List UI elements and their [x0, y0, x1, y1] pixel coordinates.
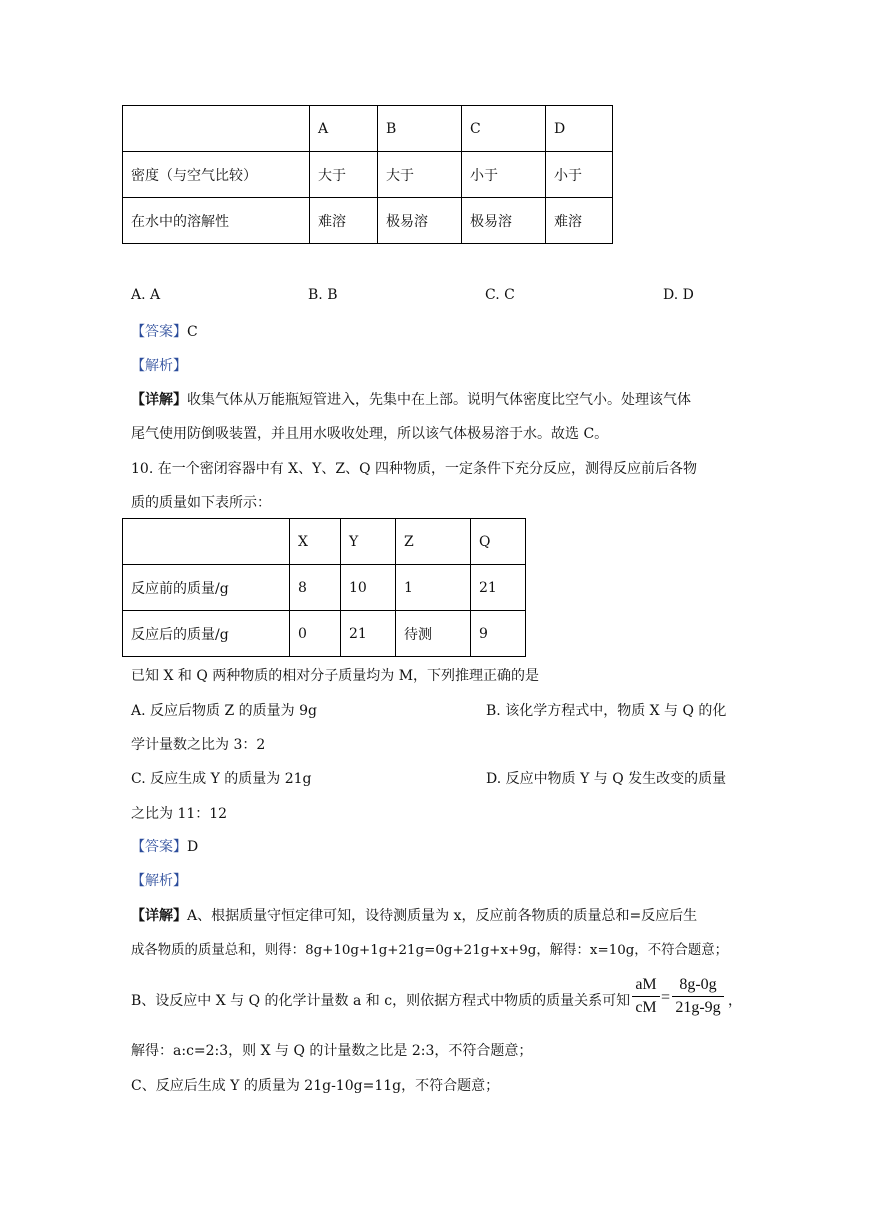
fraction-numerator: 8g-0g: [679, 976, 717, 993]
fraction-am-cm: [632, 976, 660, 1017]
analysis-tag: 【解析】: [131, 873, 187, 889]
table-header-cell: B: [378, 106, 462, 152]
table-header-cell: Z: [396, 519, 471, 565]
detail-line: [131, 389, 691, 409]
answer-line: [131, 836, 198, 856]
comma: ，: [728, 993, 742, 1009]
answer-line: [131, 321, 198, 341]
detail-text: 解得：a:c=2:3，则 X 与 Q 的计量数之比是 2:3，不符合题意；: [131, 1043, 533, 1059]
detail-text: C、反应后生成 Y 的质量为 21g-10g=11g，不符合题意；: [131, 1078, 500, 1094]
table-header-cell: [123, 519, 290, 565]
table-cell: 0: [290, 611, 341, 657]
option-b-continued: 学计量数之比为 3：2: [131, 737, 266, 753]
table-cell: 大于: [378, 152, 462, 198]
detail-tag: 【详解】: [131, 392, 187, 408]
table-header-cell: C: [462, 106, 546, 152]
given-condition: 已知 X 和 Q 两种物质的相对分子质量均为 M，下列推理正确的是: [131, 668, 540, 684]
table-row: [123, 198, 613, 244]
table-cell: 大于: [310, 152, 378, 198]
table-cell: 1: [396, 565, 471, 611]
table-row: [123, 565, 526, 611]
table-header-cell: Y: [341, 519, 396, 565]
table-header-cell: A: [310, 106, 378, 152]
answer-tag: 【答案】: [131, 839, 187, 855]
table-cell: 21: [341, 611, 396, 657]
option-a: A. A: [131, 287, 161, 303]
answer-value: C: [187, 324, 198, 340]
option-d: D. 反应中物质 Y 与 Q 发生改变的质量: [486, 771, 727, 787]
table-row: [123, 152, 613, 198]
detail-text: A、根据质量守恒定律可知，设待测质量为 x，反应前各物质的质量总和=反应后生: [187, 908, 698, 924]
detail-text: 收集气体从万能瓶短管进入，先集中在上部。说明气体密度比空气小。处理该气体: [187, 392, 691, 408]
fraction-mass: [672, 976, 724, 1017]
question-stem: 10. 在一个密闭容器中有 X、Y、Z、Q 四种物质，一定条件下充分反应，测得反应前后各物: [131, 461, 698, 477]
equals-sign: =: [661, 989, 671, 1006]
option-b: B. B: [308, 287, 338, 303]
fraction-bar: [672, 996, 724, 997]
fraction-numerator: aM: [635, 976, 657, 993]
fraction-bar: [632, 996, 660, 997]
fraction-denominator: cM: [635, 999, 657, 1016]
detail-text: B、设反应中 X 与 Q 的化学计量数 a 和 c，则依据方程式中物质的质量关系可知: [131, 993, 631, 1009]
table-cell: 反应前的质量/g: [123, 565, 290, 611]
table-header-cell: D: [546, 106, 613, 152]
table-cell: 待测: [396, 611, 471, 657]
table-cell: 反应后的质量/g: [123, 611, 290, 657]
analysis-tag: 【解析】: [131, 358, 187, 374]
table-cell: 8: [290, 565, 341, 611]
option-c: C. 反应生成 Y 的质量为 21g: [131, 771, 312, 787]
table-cell: 在水中的溶解性: [123, 198, 310, 244]
answer-tag: 【答案】: [131, 324, 187, 340]
option-d: D. D: [663, 287, 694, 303]
table-cell: 9: [471, 611, 526, 657]
table-row: [123, 611, 526, 657]
table-header-cell: X: [290, 519, 341, 565]
table-cell: 难溶: [546, 198, 613, 244]
table-cell: 21: [471, 565, 526, 611]
table-header-cell: [123, 106, 310, 152]
option-b: B. 该化学方程式中，物质 X 与 Q 的化: [486, 703, 727, 719]
answer-value: D: [187, 839, 199, 855]
detail-line: [131, 905, 697, 925]
table-cell: 极易溶: [378, 198, 462, 244]
table-cell: 极易溶: [462, 198, 546, 244]
table-header-cell: Q: [471, 519, 526, 565]
detail-tag: 【详解】: [131, 908, 187, 924]
mass-table: [122, 518, 526, 657]
gas-properties-table: [122, 105, 613, 244]
option-d-continued: 之比为 11：12: [131, 806, 228, 822]
detail-text: 尾气使用防倒吸装置，并且用水吸收处理，所以该气体极易溶于水。故选 C。: [131, 426, 609, 442]
analysis-heading: [131, 870, 187, 890]
question-stem: 质的质量如下表所示：: [131, 495, 271, 511]
table-cell: 小于: [546, 152, 613, 198]
option-a: A. 反应后物质 Z 的质量为 9g: [131, 703, 317, 719]
analysis-heading: [131, 355, 187, 375]
option-c: C. C: [485, 287, 515, 303]
table-cell: 难溶: [310, 198, 378, 244]
table-cell: 10: [341, 565, 396, 611]
table-cell: 密度（与空气比较）: [123, 152, 310, 198]
fraction-denominator: 21g-9g: [675, 999, 721, 1016]
table-cell: 小于: [462, 152, 546, 198]
detail-text: 成各物质的质量总和，则得：8g+10g+1g+21g=0g+21g+x+9g，解得：x=10g，不符合题意；: [131, 943, 729, 958]
